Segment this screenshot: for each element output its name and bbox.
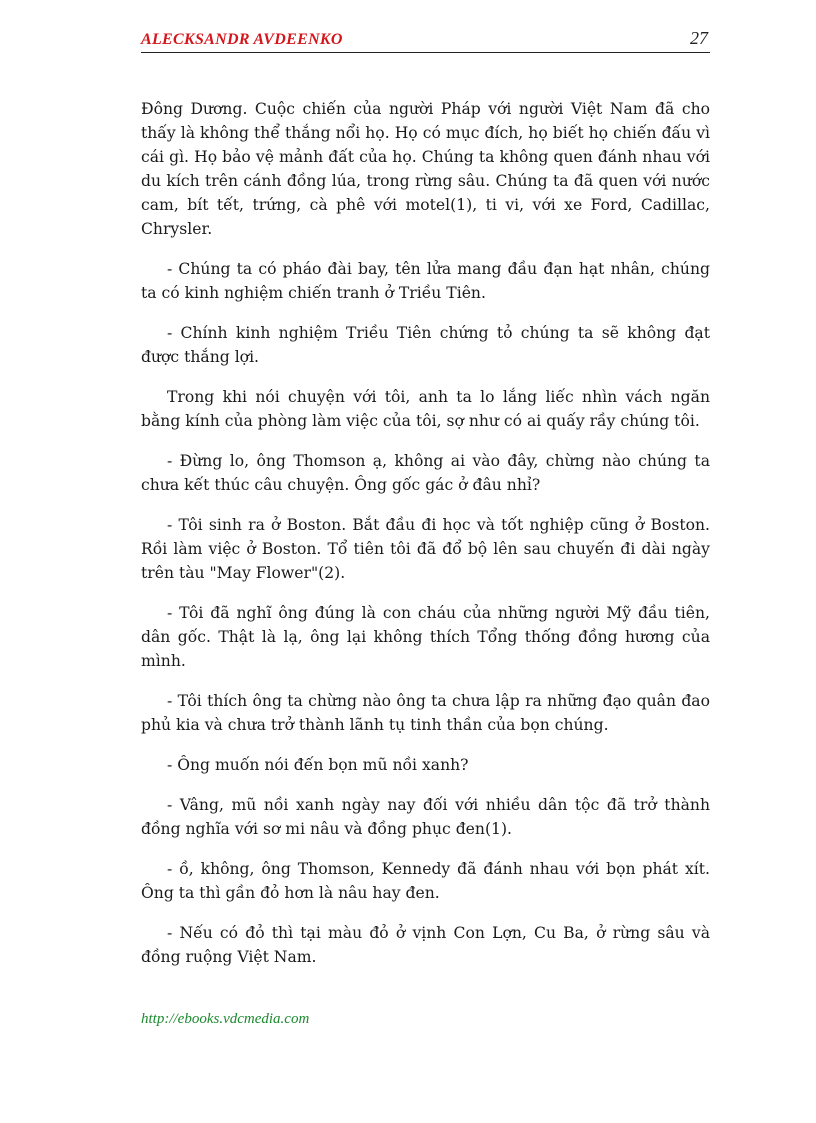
paragraph: - Tôi thích ông ta chừng nào ông ta chưa lập ra những đạo quân đao phủ kia và chưa trở thành lãnh tụ tinh thần của bọn chúng. xyxy=(141,692,710,734)
paragraph: - Nếu có đỏ thì tại màu đỏ ở vịnh Con Lợn, Cu Ba, ở rừng sâu và đồng ruộng Việt Nam. xyxy=(141,924,710,966)
paragraph-continuation: Đông Dương. Cuộc chiến của người Pháp với người Việt Nam đã cho thấy là không thể thắng nổi họ. Họ có mục đích, họ biết họ chiến đấu vì cái gì. Họ bảo vệ mảnh đất của họ. Chúng ta không quen đánh nhau với du kích trên cánh đồng lúa, trong rừng sâu. Chúng ta đã quen với nước cam, bít tết, trứng, cà phê với motel(1), ti vi, với xe Ford, Cadillac, Chrysler. xyxy=(141,100,710,238)
paragraph: Trong khi nói chuyện với tôi, anh ta lo lắng liếc nhìn vách ngăn bằng kính của phòng làm việc của tôi, sợ như có ai quấy rầy chúng tôi. xyxy=(141,388,710,430)
page-header xyxy=(141,30,710,53)
paragraph: - Tôi sinh ra ở Boston. Bắt đầu đi học và tốt nghiệp cũng ở Boston. Rồi làm việc ở Boston. Tổ tiên tôi đã đổ bộ lên sau chuyến đi dài ngày trên tàu "May Flower"(2). xyxy=(141,516,710,582)
paragraph: - Ông muốn nói đến bọn mũ nồi xanh? xyxy=(167,756,469,774)
page-number: 27 xyxy=(690,28,708,48)
paragraph: - Tôi đã nghĩ ông đúng là con cháu của những người Mỹ đầu tiên, dân gốc. Thật là lạ, ông lại không thích Tổng thống đồng hương của mình. xyxy=(141,604,710,670)
footer-website-link[interactable]: http://ebooks.vdcmedia.com xyxy=(141,1011,310,1027)
paragraph: - Đừng lo, ông Thomson ạ, không ai vào đây, chừng nào chúng ta chưa kết thúc câu chuyện. Ông gốc gác ở đâu nhỉ? xyxy=(141,452,710,494)
paragraph: - Chúng ta có pháo đài bay, tên lửa mang đầu đạn hạt nhân, chúng ta có kinh nghiệm chiến tranh ở Triều Tiên. xyxy=(141,260,710,302)
running-head-author: ALECKSANDR AVDEENKO xyxy=(141,31,343,48)
paragraph: - Vâng, mũ nồi xanh ngày nay đối với nhiều dân tộc đã trở thành đồng nghĩa với sơ mi nâu và đồng phục đen(1). xyxy=(141,796,710,838)
paragraph: - ồ, không, ông Thomson, Kennedy đã đánh nhau với bọn phát xít. Ông ta thì gần đỏ hơn là nâu hay đen. xyxy=(141,860,710,902)
body-text xyxy=(141,97,710,985)
paragraph: - Chính kinh nghiệm Triều Tiên chứng tỏ chúng ta sẽ không đạt được thắng lợi. xyxy=(141,324,710,366)
